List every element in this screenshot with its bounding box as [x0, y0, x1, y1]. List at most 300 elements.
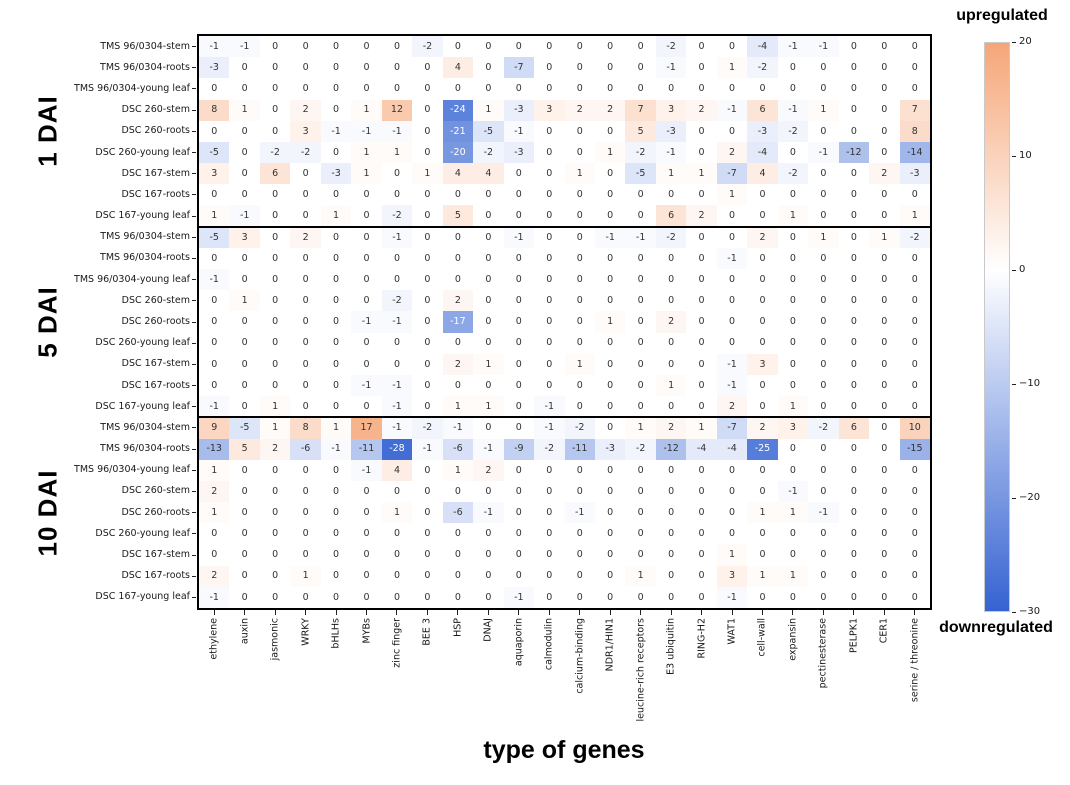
heatmap-cell: 0: [260, 184, 290, 205]
heatmap-cell: -1: [382, 227, 412, 248]
heatmap-cell: 0: [321, 78, 351, 99]
x-axis-title: type of genes: [483, 736, 645, 764]
heatmap-cell: 0: [808, 78, 838, 99]
heatmap-cell: 0: [260, 78, 290, 99]
heatmap-cell: 0: [900, 566, 930, 587]
y-tick: [192, 216, 196, 217]
heatmap-cell: 1: [229, 100, 259, 121]
block-separator-line: [199, 226, 930, 228]
heatmap-cell: 10: [900, 417, 930, 438]
heatmap-cell: 0: [229, 523, 259, 544]
heatmap-cell: 1: [869, 227, 899, 248]
y-tick: [192, 237, 196, 238]
heatmap-cell: 0: [504, 396, 534, 417]
heatmap-cell: -1: [351, 311, 381, 332]
heatmap-cell: 0: [717, 290, 747, 311]
heatmap-cell: -1: [382, 311, 412, 332]
heatmap-cell: 0: [229, 142, 259, 163]
heatmap-cell: 5: [229, 439, 259, 460]
heatmap-cell: 0: [625, 396, 655, 417]
heatmap-cell: 0: [565, 57, 595, 78]
heatmap-cell: 0: [595, 163, 625, 184]
heatmap-cell: -1: [504, 227, 534, 248]
heatmap-cell: 0: [839, 481, 869, 502]
heatmap-cell: -24: [443, 100, 473, 121]
heatmap-cell: -2: [656, 36, 686, 57]
heatmap-cell: 0: [839, 460, 869, 481]
y-tick: [192, 449, 196, 450]
heatmap-cell: -11: [351, 439, 381, 460]
heatmap-cell: 0: [595, 184, 625, 205]
heatmap-cell: 0: [412, 248, 442, 269]
heatmap-cell: 0: [351, 587, 381, 608]
heatmap-cell: -1: [229, 205, 259, 226]
heatmap-cell: 0: [717, 121, 747, 142]
x-tick: [914, 610, 915, 615]
heatmap-cell: 0: [504, 311, 534, 332]
heatmap-cell: -20: [443, 142, 473, 163]
row-label: DSC 260-stem: [121, 294, 190, 306]
heatmap-cell: 0: [351, 396, 381, 417]
heatmap-grid: [199, 36, 930, 608]
row-label: DSC 167-roots: [121, 570, 190, 582]
heatmap-cell: 0: [260, 460, 290, 481]
heatmap-cell: -1: [625, 227, 655, 248]
heatmap-cell: 0: [565, 142, 595, 163]
heatmap-cell: 0: [717, 227, 747, 248]
heatmap-cell: 2: [869, 163, 899, 184]
heatmap-cell: 0: [778, 544, 808, 565]
heatmap-cell: 0: [565, 587, 595, 608]
heatmap-cell: 0: [504, 163, 534, 184]
heatmap-cell: 0: [900, 460, 930, 481]
heatmap-cell: -2: [412, 36, 442, 57]
heatmap-cell: -2: [534, 439, 564, 460]
y-tick: [192, 576, 196, 577]
heatmap-cell: -1: [199, 396, 229, 417]
heatmap-cell: 0: [321, 587, 351, 608]
heatmap-cell: 0: [717, 205, 747, 226]
column-label: RING-H2: [696, 618, 708, 659]
heatmap-cell: 0: [412, 375, 442, 396]
heatmap-cell: 0: [290, 205, 320, 226]
colorbar-tick: [1012, 384, 1016, 385]
heatmap-cell: 0: [869, 439, 899, 460]
heatmap-cell: 0: [839, 57, 869, 78]
heatmap-cell: 0: [260, 375, 290, 396]
heatmap-cell: 3: [717, 566, 747, 587]
heatmap-cell: 0: [199, 333, 229, 354]
heatmap-cell: 0: [351, 481, 381, 502]
heatmap-cell: 0: [686, 121, 716, 142]
y-tick: [192, 279, 196, 280]
heatmap-cell: 0: [534, 269, 564, 290]
column-label: zinc finger: [391, 618, 403, 668]
block-separator-line: [199, 416, 930, 418]
heatmap-cell: 0: [565, 311, 595, 332]
row-label: TMS 96/0304-young leaf: [74, 82, 190, 94]
heatmap-cell: 0: [321, 333, 351, 354]
heatmap-cell: 0: [534, 311, 564, 332]
row-label: DSC 167-young leaf: [95, 400, 190, 412]
heatmap-cell: 0: [290, 333, 320, 354]
heatmap-cell: 0: [656, 460, 686, 481]
heatmap-cell: 0: [229, 163, 259, 184]
heatmap-cell: -2: [260, 142, 290, 163]
heatmap-cell: 1: [656, 163, 686, 184]
heatmap-cell: 0: [747, 333, 777, 354]
heatmap-cell: 4: [382, 460, 412, 481]
x-tick: [762, 610, 763, 615]
heatmap-cell: 0: [412, 205, 442, 226]
heatmap-cell: 0: [686, 311, 716, 332]
heatmap-cell: 0: [412, 333, 442, 354]
heatmap-cell: -25: [747, 439, 777, 460]
heatmap-cell: 0: [290, 248, 320, 269]
heatmap-cell: 0: [382, 354, 412, 375]
y-tick: [192, 131, 196, 132]
heatmap-cell: 0: [534, 290, 564, 311]
heatmap-cell: 0: [869, 417, 899, 438]
heatmap-cell: 0: [260, 502, 290, 523]
heatmap-cell: 0: [717, 481, 747, 502]
heatmap-cell: 1: [443, 460, 473, 481]
colorbar-tick-label: 20: [1019, 36, 1032, 47]
heatmap-cell: 0: [565, 460, 595, 481]
heatmap-cell: 0: [229, 544, 259, 565]
heatmap-cell: 0: [656, 78, 686, 99]
heatmap-cell: 0: [839, 333, 869, 354]
column-label: jasmonic: [269, 618, 281, 661]
heatmap-cell: 0: [412, 396, 442, 417]
heatmap-cell: 0: [443, 481, 473, 502]
heatmap-cell: 0: [504, 248, 534, 269]
heatmap-cell: 0: [534, 502, 564, 523]
heatmap-cell: -14: [900, 142, 930, 163]
heatmap-cell: 0: [565, 544, 595, 565]
heatmap-cell: 0: [260, 311, 290, 332]
heatmap-cell: 0: [534, 354, 564, 375]
heatmap-cell: 0: [686, 566, 716, 587]
heatmap-cell: 0: [656, 566, 686, 587]
heatmap-cell: 0: [534, 333, 564, 354]
heatmap-cell: -2: [290, 142, 320, 163]
y-tick: [192, 152, 196, 153]
heatmap-cell: 0: [351, 523, 381, 544]
heatmap-cell: 0: [839, 36, 869, 57]
y-tick: [192, 597, 196, 598]
heatmap-cell: 0: [656, 269, 686, 290]
heatmap-cell: 0: [778, 439, 808, 460]
heatmap-cell: 0: [595, 566, 625, 587]
heatmap-cell: 0: [900, 481, 930, 502]
heatmap-cell: 0: [412, 78, 442, 99]
y-tick: [192, 258, 196, 259]
heatmap-cell: 1: [473, 354, 503, 375]
heatmap-cell: 0: [869, 121, 899, 142]
heatmap-cell: 0: [199, 354, 229, 375]
heatmap-cell: -1: [778, 481, 808, 502]
heatmap-cell: 6: [260, 163, 290, 184]
heatmap-cell: 0: [869, 57, 899, 78]
heatmap-cell: 0: [412, 121, 442, 142]
heatmap-cell: 0: [869, 354, 899, 375]
heatmap-cell: 0: [443, 248, 473, 269]
heatmap-cell: 0: [443, 269, 473, 290]
heatmap-cell: 1: [443, 396, 473, 417]
heatmap-cell: 0: [412, 354, 442, 375]
colorbar-label-upregulated: upregulated: [956, 7, 1048, 24]
heatmap-cell: -1: [443, 417, 473, 438]
heatmap-cell: 1: [382, 502, 412, 523]
heatmap-cell: -4: [686, 439, 716, 460]
heatmap-cell: 0: [504, 460, 534, 481]
heatmap-cell: 0: [595, 481, 625, 502]
heatmap-cell: -7: [717, 163, 747, 184]
x-tick: [671, 610, 672, 615]
heatmap-cell: 0: [351, 566, 381, 587]
heatmap-cell: 0: [321, 396, 351, 417]
heatmap-cell: 0: [747, 269, 777, 290]
heatmap-cell: 1: [717, 57, 747, 78]
heatmap-cell: 0: [260, 290, 290, 311]
heatmap-cell: 0: [778, 142, 808, 163]
heatmap-cell: 2: [290, 227, 320, 248]
heatmap-cell: -9: [504, 439, 534, 460]
heatmap-cell: 1: [808, 227, 838, 248]
heatmap-cell: 0: [351, 57, 381, 78]
heatmap-cell: 0: [290, 396, 320, 417]
heatmap-cell: 0: [412, 523, 442, 544]
heatmap-cell: 0: [229, 481, 259, 502]
heatmap-cell: 4: [473, 163, 503, 184]
heatmap-cell: 0: [656, 523, 686, 544]
heatmap-cell: 0: [504, 481, 534, 502]
heatmap-cell: 0: [717, 333, 747, 354]
heatmap-cell: -2: [747, 57, 777, 78]
heatmap-cell: 0: [260, 248, 290, 269]
row-label: DSC 167-roots: [121, 188, 190, 200]
heatmap-cell: 0: [869, 587, 899, 608]
heatmap-cell: 1: [778, 502, 808, 523]
heatmap-cell: 0: [839, 544, 869, 565]
heatmap-cell: -12: [656, 439, 686, 460]
heatmap-cell: 0: [595, 78, 625, 99]
heatmap-cell: 0: [260, 227, 290, 248]
heatmap-cell: 0: [321, 57, 351, 78]
heatmap-cell: 0: [412, 311, 442, 332]
heatmap-cell: -2: [900, 227, 930, 248]
heatmap-cell: 0: [900, 523, 930, 544]
heatmap-cell: 0: [595, 460, 625, 481]
heatmap-cell: 0: [473, 248, 503, 269]
heatmap-cell: 0: [656, 184, 686, 205]
heatmap-cell: 0: [260, 57, 290, 78]
heatmap-cell: 0: [321, 523, 351, 544]
heatmap-cell: -1: [717, 375, 747, 396]
heatmap-cell: 0: [443, 544, 473, 565]
heatmap-cell: 0: [565, 481, 595, 502]
heatmap-cell: 0: [504, 78, 534, 99]
heatmap-cell: 0: [260, 523, 290, 544]
heatmap-cell: 0: [229, 354, 259, 375]
heatmap-cell: -1: [199, 587, 229, 608]
heatmap-cell: 0: [504, 184, 534, 205]
heatmap-cell: 0: [260, 566, 290, 587]
heatmap-cell: 0: [321, 142, 351, 163]
heatmap-cell: 0: [229, 121, 259, 142]
heatmap-cell: -4: [717, 439, 747, 460]
heatmap-cell: 0: [382, 333, 412, 354]
heatmap-cell: 0: [625, 354, 655, 375]
heatmap-cell: 0: [260, 36, 290, 57]
heatmap-cell: -15: [900, 439, 930, 460]
heatmap-cell: 1: [199, 502, 229, 523]
heatmap-cell: -1: [656, 142, 686, 163]
heatmap-cell: 0: [595, 587, 625, 608]
heatmap-cell: 1: [625, 417, 655, 438]
heatmap-cell: 0: [839, 78, 869, 99]
heatmap-cell: 0: [869, 544, 899, 565]
y-tick: [192, 46, 196, 47]
heatmap-cell: 0: [808, 184, 838, 205]
heatmap-cell: -6: [443, 502, 473, 523]
heatmap-cell: 0: [473, 587, 503, 608]
heatmap-cell: 0: [199, 375, 229, 396]
heatmap-cell: 0: [625, 502, 655, 523]
heatmap-cell: 1: [778, 566, 808, 587]
row-label: DSC 167-roots: [121, 379, 190, 391]
column-label: aquaporin: [513, 618, 525, 667]
heatmap-cell: 0: [412, 227, 442, 248]
heatmap-cell: 2: [199, 481, 229, 502]
heatmap-cell: 1: [351, 100, 381, 121]
heatmap-cell: 0: [686, 523, 716, 544]
heatmap-cell: -1: [473, 439, 503, 460]
row-label: TMS 96/0304-stem: [100, 421, 190, 433]
heatmap-cell: 0: [412, 566, 442, 587]
heatmap-cell: 0: [900, 269, 930, 290]
heatmap-cell: 3: [747, 354, 777, 375]
group-label: 5 DAI: [32, 286, 63, 358]
heatmap-cell: -3: [199, 57, 229, 78]
heatmap-cell: 0: [686, 36, 716, 57]
heatmap-cell: 0: [473, 78, 503, 99]
heatmap-cell: 0: [565, 375, 595, 396]
heatmap-cell: 0: [686, 290, 716, 311]
heatmap-cell: 0: [290, 502, 320, 523]
heatmap-cell: 0: [290, 587, 320, 608]
heatmap-cell: 0: [717, 460, 747, 481]
heatmap-cell: 0: [321, 36, 351, 57]
heatmap-cell: 0: [869, 205, 899, 226]
heatmap-cell: 1: [565, 354, 595, 375]
heatmap-cell: 0: [260, 333, 290, 354]
heatmap-cell: 0: [686, 587, 716, 608]
column-label: leucine-rich receptors: [635, 618, 647, 722]
heatmap-cell: 0: [534, 481, 564, 502]
row-label: DSC 167-young leaf: [95, 591, 190, 603]
heatmap-cell: 0: [625, 290, 655, 311]
heatmap-cell: 9: [199, 417, 229, 438]
heatmap-cell: 0: [382, 481, 412, 502]
colorbar-tick: [1012, 498, 1016, 499]
heatmap-cell: 0: [290, 460, 320, 481]
heatmap-cell: 0: [656, 502, 686, 523]
heatmap-cell: 0: [839, 354, 869, 375]
heatmap-cell: 0: [473, 566, 503, 587]
heatmap-cell: -1: [412, 439, 442, 460]
heatmap-cell: 0: [747, 311, 777, 332]
heatmap-cell: 0: [869, 523, 899, 544]
heatmap-cell: 0: [778, 184, 808, 205]
x-tick: [640, 610, 641, 615]
heatmap-cell: 0: [717, 311, 747, 332]
heatmap-cell: 0: [778, 523, 808, 544]
heatmap-cell: 0: [199, 78, 229, 99]
y-tick: [192, 88, 196, 89]
heatmap-cell: 1: [686, 163, 716, 184]
heatmap-cell: 0: [565, 248, 595, 269]
x-tick: [549, 610, 550, 615]
x-tick: [701, 610, 702, 615]
heatmap-cell: 0: [808, 481, 838, 502]
heatmap-cell: 0: [351, 227, 381, 248]
heatmap-cell: 0: [625, 587, 655, 608]
x-tick: [457, 610, 458, 615]
heatmap-cell: 0: [869, 502, 899, 523]
heatmap-cell: 0: [778, 248, 808, 269]
heatmap-cell: 2: [565, 100, 595, 121]
heatmap-cell: 0: [839, 439, 869, 460]
column-label: serine / threonine: [909, 618, 921, 703]
heatmap-cell: 0: [473, 269, 503, 290]
heatmap-cell: 0: [808, 460, 838, 481]
heatmap-cell: 0: [778, 333, 808, 354]
heatmap-cell: 0: [625, 311, 655, 332]
heatmap-cell: 0: [351, 502, 381, 523]
heatmap-cell: 0: [869, 269, 899, 290]
heatmap-cell: 0: [534, 78, 564, 99]
y-tick: [192, 343, 196, 344]
heatmap-cell: 0: [625, 184, 655, 205]
heatmap-cell: 0: [565, 184, 595, 205]
heatmap-cell: 0: [199, 311, 229, 332]
heatmap-cell: 0: [808, 354, 838, 375]
row-label: DSC 260-roots: [121, 125, 190, 137]
heatmap-cell: 0: [229, 248, 259, 269]
column-label: WAT1: [726, 618, 738, 645]
heatmap-cell: 0: [778, 311, 808, 332]
heatmap-cell: 0: [808, 57, 838, 78]
heatmap-cell: 0: [290, 184, 320, 205]
heatmap-cell: 0: [443, 523, 473, 544]
heatmap-cell: 0: [260, 587, 290, 608]
heatmap-cell: 0: [869, 481, 899, 502]
heatmap-cell: 0: [504, 354, 534, 375]
heatmap-cell: 0: [351, 36, 381, 57]
heatmap-cell: 0: [747, 481, 777, 502]
x-tick: [610, 610, 611, 615]
column-label: cell-wall: [756, 618, 768, 657]
heatmap-cell: 3: [199, 163, 229, 184]
heatmap-cell: -1: [656, 57, 686, 78]
colorbar-tick: [1012, 156, 1016, 157]
heatmap-cell: 0: [717, 269, 747, 290]
heatmap-cell: -2: [656, 227, 686, 248]
heatmap-cell: 0: [747, 396, 777, 417]
heatmap-cell: 0: [473, 333, 503, 354]
